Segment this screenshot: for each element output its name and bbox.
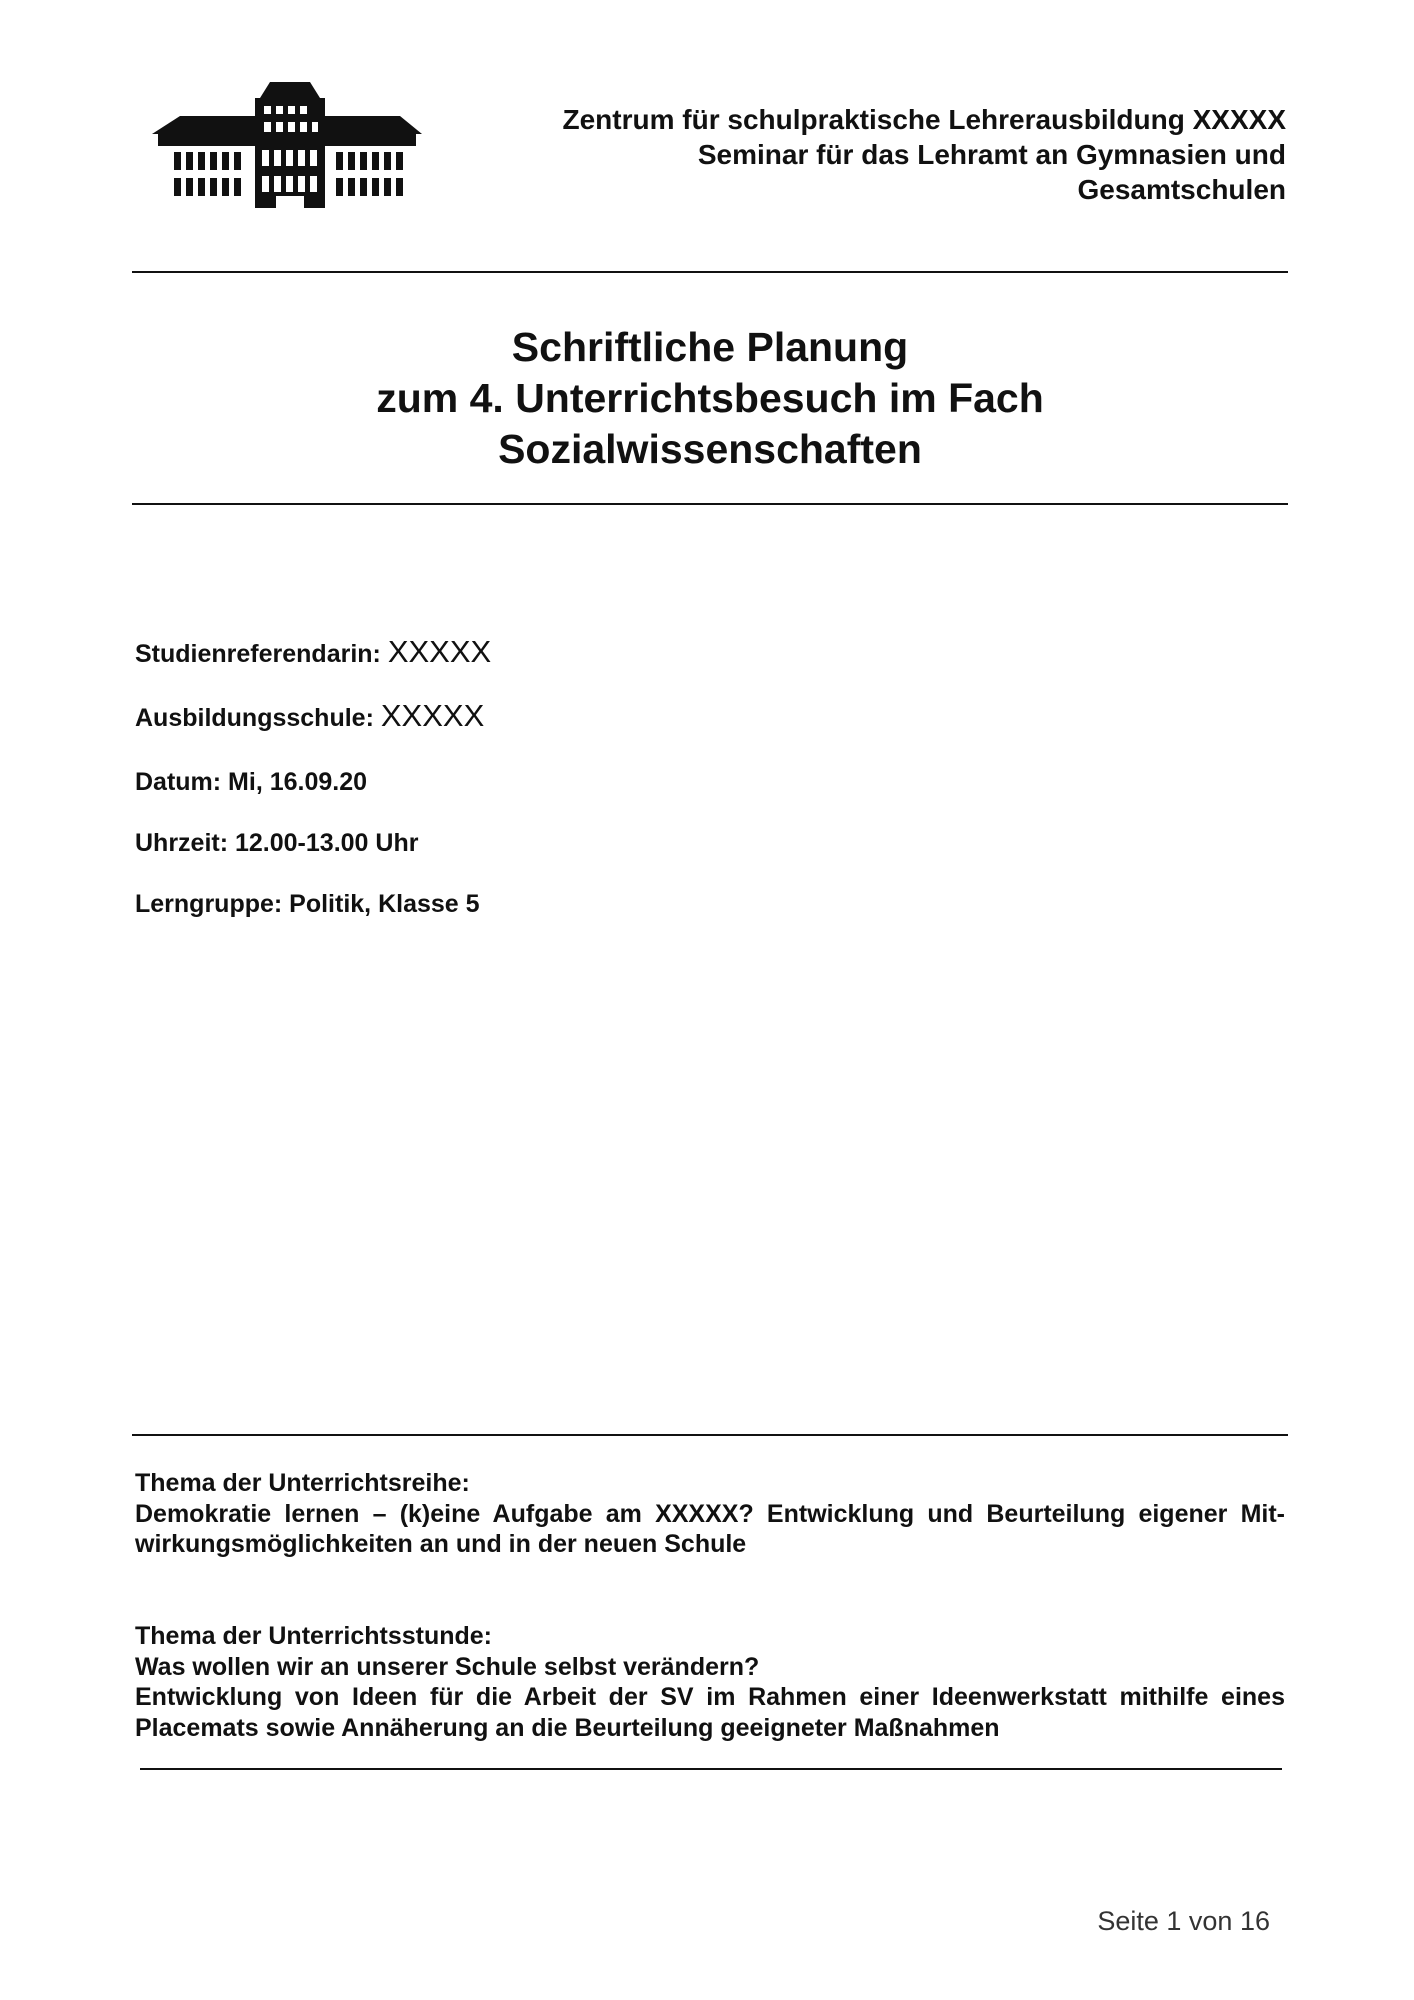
document-title [132,322,1288,475]
unterrichtsreihe-text-line-2: wirkungsmöglichkeiten an und in der neuen Schule [135,1530,747,1558]
studienreferendarin-label: Studienreferendarin: [135,640,381,668]
studienreferendarin-value: XXXXX [387,634,492,669]
header-line-1: Zentrum für schulpraktische Lehrerausbildung XXXXX [562,104,1286,135]
title-line-2: zum 4. Unterrichtsbesuch im Fach [376,375,1044,421]
lerngruppe-row: Lerngruppe: Politik, Klasse 5 [135,890,480,918]
ausbildungsschule-value: XXXXX [380,698,485,733]
studienreferendarin-row [135,634,492,669]
unterrichtsstunde-question: Was wollen wir an unserer Schule selbst verändern? [135,1652,760,1681]
uhrzeit-row: Uhrzeit: 12.00-13.00 Uhr [135,829,419,857]
institution-header [386,102,1286,207]
divider-topics [132,1434,1288,1436]
title-line-1: Schriftliche Planung [511,324,909,370]
unterrichtsreihe-section [135,1468,1285,1560]
school-building-icon [152,80,422,210]
unterrichtsstunde-heading: Thema der Unterrichtsstunde: [135,1622,493,1650]
datum-row: Datum: Mi, 16.09.20 [135,768,368,796]
page-number: Seite 1 von 16 [1097,1906,1270,1936]
unterrichtsstunde-text-line-1: Entwicklung von Ideen für die Arbeit der SV im Rahmen einer Ideenwerkstatt mithilfe eines [135,1683,1285,1711]
divider-top [132,271,1288,273]
title-line-3: Sozialwissenschaften [498,426,922,472]
divider-bottom [140,1768,1282,1770]
header-line-3: Gesamtschulen [1077,174,1286,205]
ausbildungsschule-row [135,698,485,733]
unterrichtsstunde-text-line-2: Placemats sowie Annäherung an die Beurteilung geeigneter Maßnahmen [135,1713,1000,1742]
unterrichtsstunde-section [135,1621,1285,1743]
unterrichtsreihe-text-line-1: Demokratie lernen – (k)eine Aufgabe am XXXXX? Entwicklung und Beurteilung eigener Mit- [135,1499,1285,1528]
header-line-2: Seminar für das Lehramt an Gymnasien und [697,139,1286,170]
unterrichtsreihe-heading: Thema der Unterrichtsreihe: [135,1469,470,1497]
divider-title [132,503,1288,505]
ausbildungsschule-label: Ausbildungsschule: [135,704,374,732]
